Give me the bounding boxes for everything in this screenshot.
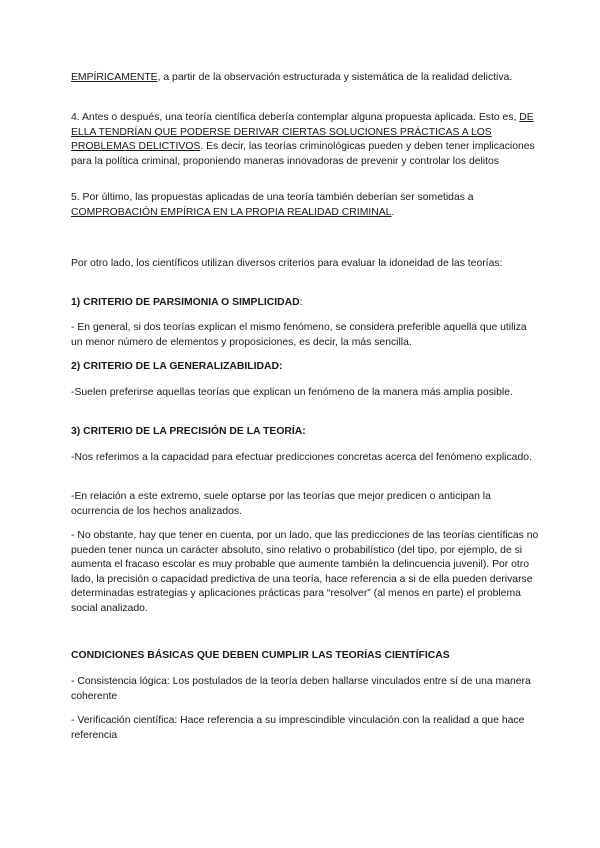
heading-colon: : (299, 297, 303, 308)
paragraph-intro-criterios: Por otro lado, los científicos utilizan diversos criterios para evaluar la idoneidad de las teorías: (71, 258, 503, 269)
paragraph-empiricamente (71, 71, 541, 86)
heading-text: 2) CRITERIO DE LA GENERALIZABILIDAD: (71, 361, 283, 372)
heading-text: CONDICIONES BÁSICAS QUE DEBEN CUMPLIR LAS TEORÍAS CIENTÍFICAS (71, 650, 450, 661)
heading-condiciones-basicas (71, 649, 541, 664)
paragraph-precision-2: -En relación a este extremo, suele optarse por las teorías que mejor predicen o anticipan la ocurrencia de los hechos analizados. (71, 491, 491, 517)
paragraph-consistencia-logica: - Consistencia lógica: Los postulados de la teoría deben hallarse vinculados entre sí de una manera coherente (71, 676, 531, 702)
paragraph-point-5 (71, 191, 541, 220)
heading-text: 1) CRITERIO DE PARSIMONIA O SIMPLICIDAD (71, 297, 300, 308)
paragraph-point-4 (71, 111, 541, 169)
heading-criterio-parsimonia (71, 296, 541, 311)
heading-criterio-precision (71, 425, 541, 440)
paragraph-criterio-generalizabilidad: -Suelen preferirse aquellas teorías que explican un fenómeno de la manera más amplia posible. (71, 387, 513, 398)
paragraph-text: . (391, 206, 395, 218)
paragraph-text: 5. Por último, las propuestas aplicadas de una teoría también deberían ser sometidas a (71, 192, 474, 203)
underlined-text: DE ELLA TENDRÍAN QUE PODERSE DERIVAR CIERTAS SOLUCIONES PRÁCTICAS A LOS PROBLEMAS DELICTIVOS (71, 112, 534, 153)
paragraph-text: 4. Antes o después, una teoría científica debería contemplar alguna propuesta aplicada. Esto es, (71, 112, 520, 123)
underlined-text: EMPÍRICAMENTE (71, 72, 158, 83)
paragraph-precision-1: -Nos referimos a la capacidad para efectuar predicciones concretas acerca del fenómeno explicado. (71, 452, 532, 463)
heading-criterio-generalizabilidad (71, 360, 541, 375)
heading-text: 3) CRITERIO DE LA PRECISIÓN DE LA TEORÍA: (71, 426, 306, 437)
paragraph-criterio-parsimonia: - En general, si dos teorías explican el mismo fenómeno, se considera preferible aquella que utiliza un menor número de elementos y proposiciones, es decir, la más sencilla. (71, 322, 527, 348)
paragraph-verificacion-cientifica: - Verificación científica: Hace referencia a su imprescindible vinculación con la realidad a que hace referencia (71, 715, 525, 741)
underlined-text: COMPROBACIÓN EMPÍRICA EN LA PROPIA REALIDAD CRIMINAL (71, 206, 392, 218)
paragraph-precision-3: - No obstante, hay que tener en cuenta, por un lado, que las predicciones de las teorías científicas no pueden tener nunca un carácter absoluto, sino relativo o probabilístico (del tipo, por ejemplo, de si aumenta el fracaso escolar es muy probable que aumente también la delincuencia juvenil). Por otro lado, la precisión o capacidad predictiva de una teoría, hace referencia a si de ella pueden derivarse determinadas estrategias y aplicaciones prácticas para “resolver” (al menos en parte) el problema social analizado. (71, 530, 539, 614)
paragraph-text: , a partir de la observación estructurada y sistemática de la realidad delictiva. (157, 72, 513, 83)
paragraph-text: . Es decir, las teorías criminológicas pueden y deben tener implicaciones para la política criminal, proponiendo maneras innovadoras de prevenir y controlar los delitos (71, 141, 535, 167)
